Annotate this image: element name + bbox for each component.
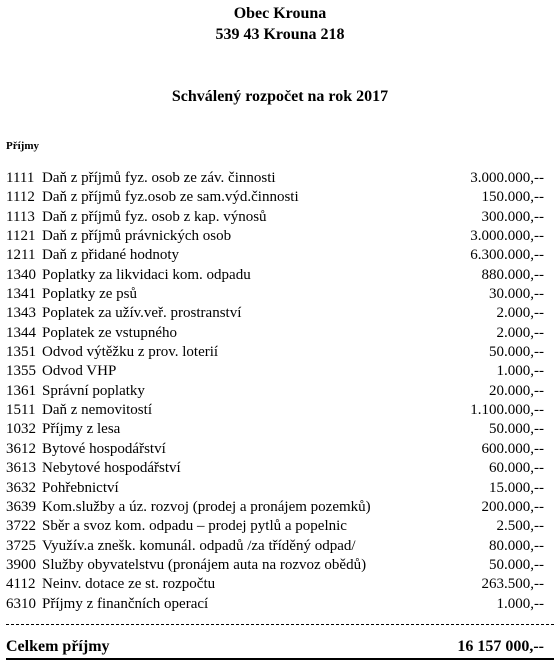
- item-amount: 60.000,--: [489, 460, 544, 477]
- list-item: [0, 459, 560, 478]
- item-code: 1343: [6, 305, 36, 322]
- total-underline: [6, 658, 554, 660]
- document-title: Schválený rozpočet na rok 2017: [171, 88, 389, 105]
- item-name: Daň z příjmů fyz. osob z kap. výnosů: [42, 208, 267, 225]
- item-name: Sběr a svoz kom. odpadu – prodej pytlů a popelnic: [42, 518, 347, 535]
- total-value: 16 157 000,--: [457, 638, 544, 655]
- item-name: Pohřebnictví: [42, 479, 119, 496]
- item-code: 1112: [6, 189, 35, 206]
- item-amount: 15.000,--: [489, 479, 544, 496]
- item-name: Poplatky ze psů: [42, 286, 137, 303]
- list-item: [0, 498, 560, 517]
- list-item: [0, 188, 560, 207]
- item-code: 3722: [6, 518, 36, 535]
- municipality-address: 539 43 Krouna 218: [215, 26, 345, 43]
- item-amount: 50.000,--: [489, 556, 544, 573]
- item-code: 1113: [6, 208, 35, 225]
- list-item: [0, 227, 560, 246]
- item-amount: 200.000,--: [481, 498, 544, 515]
- item-name: Využív.a znešk. komunál. odpadů /za tříděný odpad/: [42, 537, 356, 554]
- item-amount: 1.000,--: [496, 595, 544, 612]
- list-item: [0, 266, 560, 285]
- list-item: [0, 246, 560, 265]
- list-item: [0, 401, 560, 420]
- item-name: Daň z příjmů fyz.osob ze sam.výd.činnosti: [42, 189, 299, 206]
- item-code: 1351: [6, 344, 36, 361]
- list-item: [0, 517, 560, 536]
- list-item: [0, 537, 560, 556]
- list-item: [0, 208, 560, 227]
- item-code: 4112: [6, 576, 36, 593]
- item-amount: 80.000,--: [489, 537, 544, 554]
- list-item: [0, 343, 560, 362]
- item-amount: 6.300.000,--: [470, 247, 544, 264]
- item-amount: 2.000,--: [496, 305, 544, 322]
- item-name: Daň z přidané hodnoty: [42, 247, 180, 264]
- list-item: [0, 324, 560, 343]
- item-amount: 50.000,--: [489, 421, 544, 438]
- item-name: Daň z nemovitostí: [42, 402, 152, 419]
- total-label: Celkem příjmy: [6, 638, 110, 655]
- item-amount: 2.500,--: [496, 518, 544, 535]
- item-amount: 3.000.000,--: [470, 228, 544, 245]
- item-name: Nebytové hospodářství: [42, 460, 181, 477]
- item-code: 3639: [6, 498, 36, 515]
- item-amount: 50.000,--: [489, 344, 544, 361]
- item-code: 1121: [6, 228, 36, 245]
- item-name: Poplatek ze vstupného: [42, 324, 177, 341]
- list-item: [0, 595, 560, 614]
- list-item: [0, 479, 560, 498]
- list-item: [0, 285, 560, 304]
- item-name: Bytové hospodářství: [42, 440, 166, 457]
- item-code: 3612: [6, 440, 36, 457]
- item-name: Správní poplatky: [42, 382, 145, 399]
- item-amount: 150.000,--: [481, 189, 544, 206]
- income-list: [0, 169, 560, 614]
- item-amount: 3.000.000,--: [470, 170, 544, 186]
- list-item: [0, 556, 560, 575]
- dashed-divider: [6, 624, 554, 625]
- item-amount: 1.100.000,--: [470, 402, 544, 419]
- section-heading-income: Příjmy: [6, 140, 39, 152]
- item-code: 3900: [6, 556, 36, 573]
- list-item: [0, 362, 560, 381]
- item-amount: 2.000,--: [496, 324, 544, 341]
- item-code: 1361: [6, 382, 36, 399]
- list-item: [0, 440, 560, 459]
- item-amount: 20.000,--: [489, 382, 544, 399]
- item-code: 1341: [6, 286, 36, 303]
- item-name: Poplatek za užív.veř. prostranství: [42, 305, 242, 322]
- item-name: Odvod VHP: [42, 363, 117, 380]
- list-item: [0, 169, 560, 188]
- item-name: Neinv. dotace ze st. rozpočtu: [42, 576, 216, 593]
- item-name: Příjmy z finančních operací: [42, 595, 209, 612]
- item-name: Příjmy z lesa: [42, 421, 121, 438]
- item-amount: 30.000,--: [489, 286, 544, 303]
- item-code: 1340: [6, 266, 36, 283]
- item-code: 3613: [6, 460, 36, 477]
- item-code: 1211: [6, 247, 36, 264]
- item-name: Kom.služby a úz. rozvoj (prodej a pronájem pozemků): [42, 498, 371, 515]
- item-amount: 600.000,--: [481, 440, 544, 457]
- item-amount: 263.500,--: [481, 576, 544, 593]
- list-item: [0, 420, 560, 439]
- list-item: [0, 575, 560, 594]
- item-amount: 880.000,--: [481, 266, 544, 283]
- list-item: [0, 304, 560, 323]
- item-name: Daň z příjmů fyz. osob ze záv. činnosti: [42, 170, 276, 186]
- item-amount: 300.000,--: [481, 208, 544, 225]
- item-name: Odvod výtěžku z prov. loterií: [42, 344, 219, 361]
- item-code: 1511: [6, 402, 36, 419]
- item-code: 1344: [6, 324, 36, 341]
- item-name: Daň z příjmů právnických osob: [42, 228, 232, 245]
- item-amount: 1.000,--: [496, 363, 544, 380]
- municipality-name: Obec Krouna: [233, 5, 327, 22]
- item-code: 1032: [6, 421, 36, 438]
- item-name: Poplatky za likvidaci kom. odpadu: [42, 266, 251, 283]
- item-code: 3632: [6, 479, 36, 496]
- item-code: 6310: [6, 595, 36, 612]
- item-code: 1355: [6, 363, 36, 380]
- item-code: 3725: [6, 537, 36, 554]
- item-code: 1111: [6, 170, 35, 186]
- item-name: Služby obyvatelstvu (pronájem auta na rozvoz obědů): [42, 556, 367, 573]
- list-item: [0, 382, 560, 401]
